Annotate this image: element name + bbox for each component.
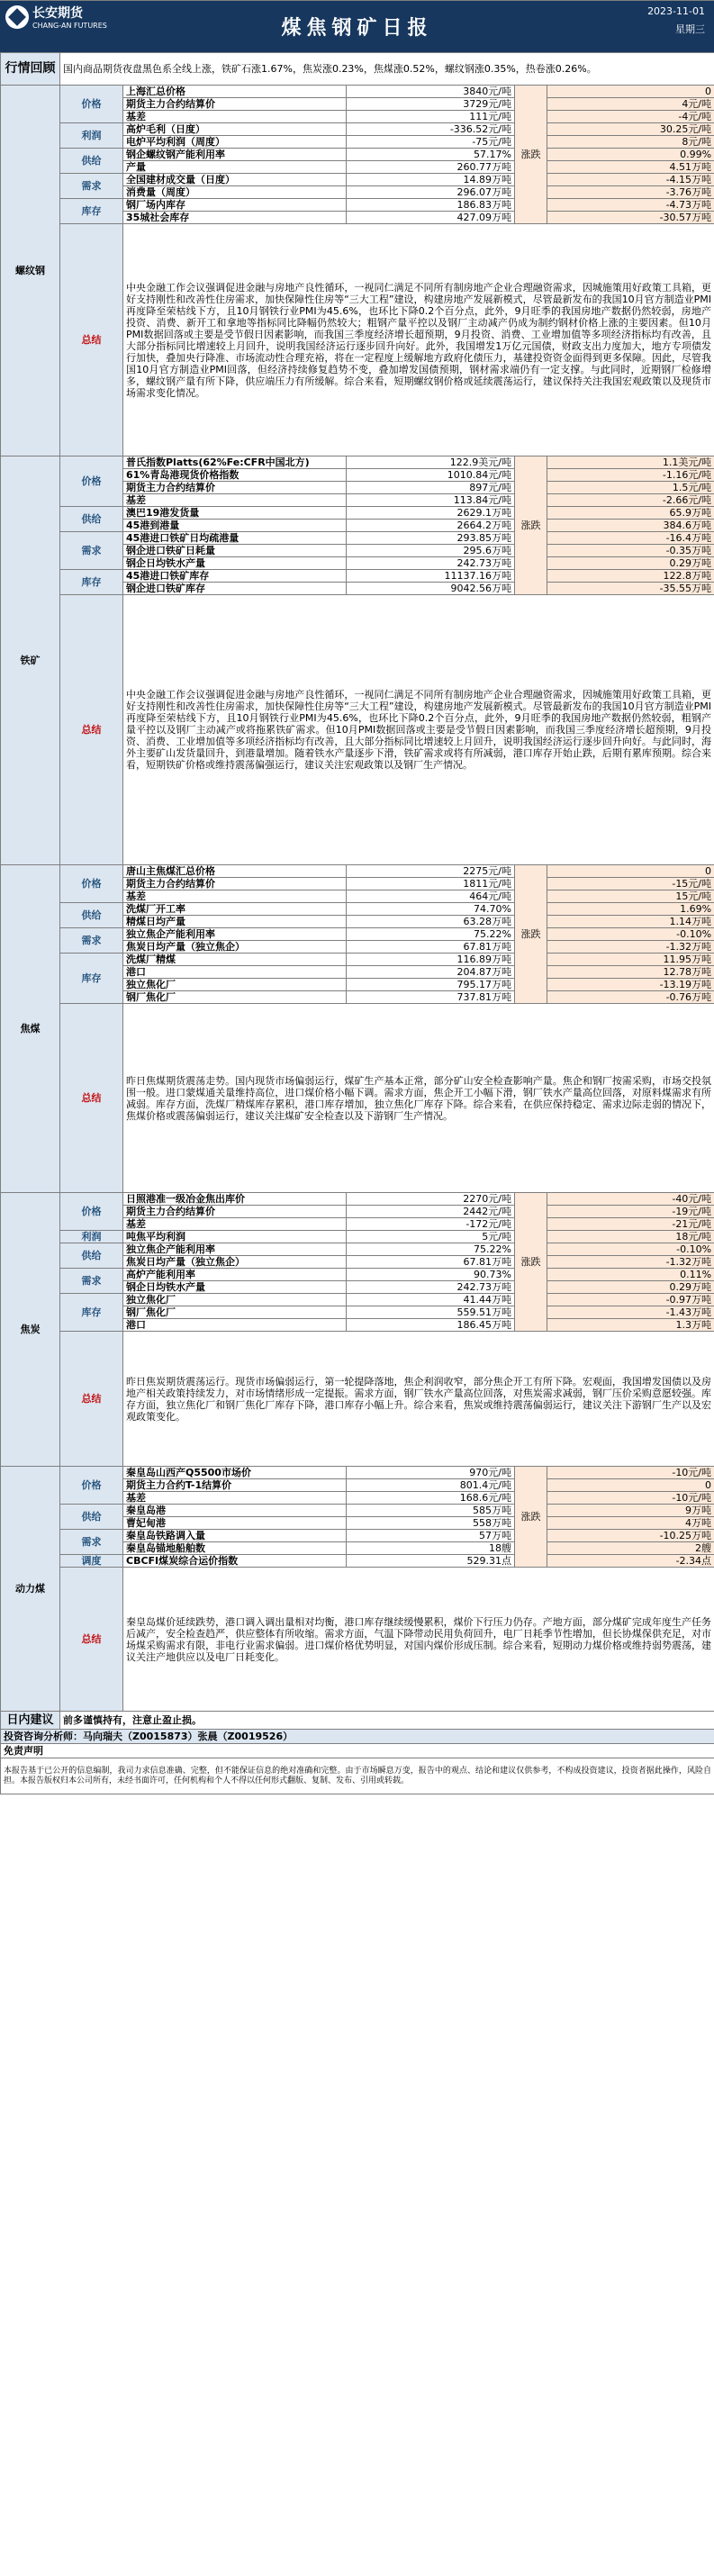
metric-value: 529.31点 — [347, 1555, 515, 1568]
metric-value: 737.81万吨 — [347, 991, 515, 1004]
metric-value: -75元/吨 — [347, 136, 515, 149]
change-label: 涨跌 — [515, 1467, 547, 1568]
group-label: 需求 — [60, 1530, 123, 1555]
metric-value: 296.07万吨 — [347, 186, 515, 199]
metric-value: 970元/吨 — [347, 1467, 515, 1479]
summary-text: 中央金融工作会议强调促进金融与房地产良性循环，一视同仁满足不同所有制房地产企业合理融资需求，因城施策用好政策工具箱，更好支持刚性和改善性住房需求，加快保障性住房等“三大工程”建设，构建房地产发展新模式，尽管最新发布的我国10月官方制造业PMI再度降至荣枯线下方，且10月钢铁行业PMI为45.6%，也环比下降0.2个百分点，此外，9月旺季的我国房地产数据仍然较弱，房地产投资、消费、新开工和拿地等指标同比降幅仍然较大；粗钢产量平控以及钢厂主动减产仍成为制约钢材价格上涨的主要因素。但10月PMI数据回落或主要是受节假日因素影响，而我国三季度经济增长超预期，9月投资、消费、工业增加值等多项经济指标均有改善，且大部分指标同比增速较上月回升，说明我国经济运行逐步回升向好。此外，我国增发1万亿元国债，财政支出力度加大，地方专项债发行加快，叠加央行降准、市场流动性合理充裕，将在一定程度上缓解地方政府化债压力，基建投资资金面得到更多保障。因此，尽管我国10月官方制造业PMI回落，但经济持续修复趋势不变，叠加增发国债预期，钢材需求端仍有一定支撑。与此同时，近期钢厂检修增多，螺纹钢产量有所下降，供应端压力有所缓解。综合来看，短期螺纹钢价格或延续震荡运行，建议保持关注我国宏观政策以及现货市场需求变化情况。 — [123, 224, 714, 456]
metric-change: -0.10% — [547, 928, 714, 941]
metric-change: 0.11% — [547, 1269, 714, 1281]
data-row — [1, 174, 714, 186]
metric-value: 2629.1万吨 — [347, 507, 515, 520]
section-name: 焦煤 — [1, 865, 60, 1193]
metric-value: 464元/吨 — [347, 890, 515, 903]
metric-change: 4万吨 — [547, 1517, 714, 1530]
metric-name: 洗煤厂开工率 — [123, 903, 347, 916]
metric-change: 1.14万吨 — [547, 916, 714, 928]
metric-name: 曹妃甸港 — [123, 1517, 347, 1530]
metric-name: 期货主力合约结算价 — [123, 1206, 347, 1218]
data-row — [1, 123, 714, 136]
metric-value: 75.22% — [347, 928, 515, 941]
metric-value: 67.81万吨 — [347, 1256, 515, 1269]
metric-value: 186.45万吨 — [347, 1319, 515, 1332]
data-row — [1, 1231, 714, 1243]
metric-change: -1.32万吨 — [547, 1256, 714, 1269]
metric-value: 2270元/吨 — [347, 1193, 515, 1206]
metric-value: 57万吨 — [347, 1530, 515, 1542]
metric-value: -336.52元/吨 — [347, 123, 515, 136]
metric-change: -40元/吨 — [547, 1193, 714, 1206]
group-label: 供给 — [60, 903, 123, 928]
metric-change: 0 — [547, 865, 714, 878]
metric-name: 期货主力合约结算价 — [123, 878, 347, 890]
summary-text: 中央金融工作会议强调促进金融与房地产良性循环，一视同仁满足不同所有制房地产企业合理融资需求，因城施策用好政策工具箱，更好支持刚性和改善性住房需求，加快保障性住房等“三大工程”建设，构建房地产发展新模式。尽管最新发布的我国10月官方制造业PMI再度降至荣枯线下方，且10月钢铁行业PMI为45.6%，也环比下降0.2个百分点，此外，9月旺季的我国房地产数据仍然较弱，粗钢产量平控以及钢厂主动减产或将拖累铁矿需求。但10月PMI数据回落或主要是受节假日因素影响，而我国三季度经济增长超预期，9月投资、消费、工业增加值等多项经济指标均有改善，且大部分指标同比增速较上月回升，说明我国经济运行逐步回升向好。与此同时，海外主要矿山发货量回升，到港量增加。随着铁水产量逐步下滑，铁矿需求或将有所减弱，港口库存开始止跌，后期有累库预期。综合来看，短期铁矿价格或维持震荡偏强运行，建议关注宏观政策以及钢厂生产情况。 — [123, 595, 714, 865]
metric-name: CBCFI煤炭综合运价指数 — [123, 1555, 347, 1568]
data-row — [1, 1555, 714, 1568]
metric-change: -0.35万吨 — [547, 545, 714, 557]
data-row — [1, 199, 714, 212]
metric-change: 122.8万吨 — [547, 570, 714, 583]
metric-name: 高炉产能利用率 — [123, 1269, 347, 1281]
metric-value: -172元/吨 — [347, 1218, 515, 1231]
metric-name: 普氏指数Platts(62%Fe:CFR中国北方) — [123, 456, 347, 469]
daily-advice-text: 前多谨慎持有，注意止盈止损。 — [60, 1712, 714, 1730]
section-name: 焦炭 — [1, 1193, 60, 1467]
metric-change: 1.5元/吨 — [547, 482, 714, 494]
metric-value: 295.6万吨 — [347, 545, 515, 557]
summary-label: 总结 — [60, 1332, 123, 1467]
metric-change: -2.34点 — [547, 1555, 714, 1568]
company-name: 长安期货 — [32, 6, 83, 21]
metric-change: -1.43万吨 — [547, 1306, 714, 1319]
metric-name: 钢厂焦化厂 — [123, 1306, 347, 1319]
metric-change: 9万吨 — [547, 1505, 714, 1517]
metric-value: 63.28万吨 — [347, 916, 515, 928]
metric-value: 5元/吨 — [347, 1231, 515, 1243]
metric-change: 65.9万吨 — [547, 507, 714, 520]
metric-name: 产量 — [123, 161, 347, 174]
group-label: 调度 — [60, 1555, 123, 1568]
summary-label: 总结 — [60, 1568, 123, 1712]
group-label: 供给 — [60, 507, 123, 532]
metric-change: -0.97万吨 — [547, 1294, 714, 1306]
metric-change: -4.15万吨 — [547, 174, 714, 186]
metric-value: 2442元/吨 — [347, 1206, 515, 1218]
metric-name: 消费量（周度） — [123, 186, 347, 199]
metric-value: 57.17% — [347, 149, 515, 161]
data-row — [1, 1269, 714, 1281]
disclaimer-text: 本报告基于已公开的信息编制，我司力求信息准确、完整，但不能保证信息的绝对准确和完整。由于市场瞬息万变，报告中的观点、结论和建议仅供参考，不构成投资建议，投资者据此操作，风险自担。本报告版权归本公司所有，未经书面许可，任何机构和个人不得以任何形式翻版、复制、发布、引用或转载。 — [1, 1758, 714, 1794]
overview-label: 行情回顾 — [1, 53, 60, 86]
metric-name: 精煤日均产量 — [123, 916, 347, 928]
metric-name: 秦皇岛锚地船舶数 — [123, 1542, 347, 1555]
metric-change: -4.73万吨 — [547, 199, 714, 212]
metric-change: 1.69% — [547, 903, 714, 916]
metric-name: 独立焦化厂 — [123, 1294, 347, 1306]
data-row — [1, 928, 714, 941]
metric-value: 186.83万吨 — [347, 199, 515, 212]
section-name: 动力煤 — [1, 1467, 60, 1712]
metric-value: 801.4元/吨 — [347, 1479, 515, 1492]
metric-name: 焦炭日均产量（独立焦企） — [123, 941, 347, 954]
metric-value: 74.70% — [347, 903, 515, 916]
metric-value: 116.89万吨 — [347, 954, 515, 966]
data-row — [1, 149, 714, 161]
metric-change: -3.76万吨 — [547, 186, 714, 199]
metric-change: -19元/吨 — [547, 1206, 714, 1218]
metric-name: 45港到港量 — [123, 520, 347, 532]
metric-name: 独立焦企产能利用率 — [123, 928, 347, 941]
group-label: 利润 — [60, 1231, 123, 1243]
report-weekday: 星期三 — [675, 23, 705, 35]
metric-change: -15元/吨 — [547, 878, 714, 890]
metric-value: 122.9美元/吨 — [347, 456, 515, 469]
analysts: 投资咨询分析师：马向瑞夫（Z0015873）张晨（Z0019526） — [1, 1730, 714, 1744]
metric-change: 1.3万吨 — [547, 1319, 714, 1332]
metric-value: 585万吨 — [347, 1505, 515, 1517]
metric-name: 期货主力合约T-1结算价 — [123, 1479, 347, 1492]
data-row — [1, 86, 714, 98]
report-table — [0, 52, 714, 1794]
group-label: 供给 — [60, 1505, 123, 1530]
metric-change: 30.25元/吨 — [547, 123, 714, 136]
metric-name: 港口 — [123, 1319, 347, 1332]
metric-name: 61%青岛港现货价格指数 — [123, 469, 347, 482]
metric-value: 559.51万吨 — [347, 1306, 515, 1319]
daily-advice-label: 日内建议 — [1, 1712, 60, 1730]
data-row — [1, 865, 714, 878]
report-title: 煤焦钢矿日报 — [281, 17, 433, 40]
metric-change: -1.16元/吨 — [547, 469, 714, 482]
metric-change: 1.1美元/吨 — [547, 456, 714, 469]
change-label: 涨跌 — [515, 86, 547, 224]
company-name-en: CHANG-AN FUTURES — [32, 22, 107, 30]
data-row — [1, 903, 714, 916]
section-name: 螺纹钢 — [1, 86, 60, 456]
summary-text: 昨日焦煤期货震荡走势。国内现货市场偏弱运行，煤矿生产基本正常，部分矿山安全检查影响产量。焦企和钢厂按需采购，市场交投氛围一般。进口蒙煤通关量维持高位，进口煤价格小幅下调。需求方面，焦企开工小幅下滑，钢厂铁水产量高位回落，对原料煤需求有所减弱。库存方面，洗煤厂精煤库存累积，港口库存增加，独立焦化厂库存下降。综合来看，在供应保持稳定、需求边际走弱的情况下，焦煤价格或震荡偏弱运行，建议关注煤矿安全检查以及下游钢厂生产情况。 — [123, 1004, 714, 1193]
metric-change: 0.29万吨 — [547, 1281, 714, 1294]
data-row — [1, 570, 714, 583]
metric-name: 钢企日均铁水产量 — [123, 1281, 347, 1294]
data-row — [1, 456, 714, 469]
metric-value: 3840元/吨 — [347, 86, 515, 98]
data-row — [1, 532, 714, 545]
data-row — [1, 507, 714, 520]
metric-change: 18元/吨 — [547, 1231, 714, 1243]
metric-value: 75.22% — [347, 1243, 515, 1256]
metric-change: -0.76万吨 — [547, 991, 714, 1004]
group-label: 供给 — [60, 1243, 123, 1269]
metric-change: -10.25万吨 — [547, 1530, 714, 1542]
metric-value: 113.84元/吨 — [347, 494, 515, 507]
metric-name: 钢厂焦化厂 — [123, 991, 347, 1004]
group-label: 供给 — [60, 149, 123, 174]
metric-value: 795.17万吨 — [347, 979, 515, 991]
metric-change: 12.78万吨 — [547, 966, 714, 979]
change-label: 涨跌 — [515, 865, 547, 1004]
report-date: 2023-11-01 — [647, 5, 705, 17]
metric-name: 钢企进口铁矿库存 — [123, 583, 347, 595]
metric-name: 钢企进口铁矿日耗量 — [123, 545, 347, 557]
data-row — [1, 1294, 714, 1306]
metric-name: 洗煤厂精煤 — [123, 954, 347, 966]
metric-name: 钢企日均铁水产量 — [123, 557, 347, 570]
group-label: 库存 — [60, 570, 123, 595]
metric-name: 秦皇岛港 — [123, 1505, 347, 1517]
metric-value: 427.09万吨 — [347, 212, 515, 224]
metric-value: 11137.16万吨 — [347, 570, 515, 583]
metric-name: 秦皇岛铁路调入量 — [123, 1530, 347, 1542]
metric-name: 期货主力合约结算价 — [123, 98, 347, 111]
disclaimer-title: 免责声明 — [1, 1744, 714, 1758]
metric-name: 唐山主焦煤汇总价格 — [123, 865, 347, 878]
data-row — [1, 1193, 714, 1206]
report-footer — [0, 0, 714, 1]
group-label: 价格 — [60, 86, 123, 123]
metric-value: 558万吨 — [347, 1517, 515, 1530]
metric-name: 基差 — [123, 494, 347, 507]
summary-text: 昨日焦炭期货震荡运行。现货市场偏弱运行，第一轮提降落地，焦企利润收窄，部分焦企开工有所下降。宏观面，我国增发国债以及房地产相关政策持续发力，对市场情绪形成一定提振。需求方面，钢厂铁水产量高位回落，对焦炭需求减弱，钢厂压价采购意愿较强。库存方面，独立焦化厂和钢厂焦化厂库存下降，港口库存小幅上升。综合来看，焦炭或维持震荡偏弱运行，建议关注下游钢厂生产以及宏观政策变化。 — [123, 1332, 714, 1467]
metric-value: 9042.56万吨 — [347, 583, 515, 595]
metric-change: 4.51万吨 — [547, 161, 714, 174]
metric-change: -30.57万吨 — [547, 212, 714, 224]
metric-value: 111元/吨 — [347, 111, 515, 123]
metric-change: -13.19万吨 — [547, 979, 714, 991]
metric-name: 焦炭日均产量（独立焦企） — [123, 1256, 347, 1269]
group-label: 利润 — [60, 123, 123, 149]
summary-label: 总结 — [60, 595, 123, 865]
metric-name: 全国建材成交量（日度） — [123, 174, 347, 186]
group-label: 价格 — [60, 865, 123, 903]
metric-name: 上海汇总价格 — [123, 86, 347, 98]
group-label: 需求 — [60, 928, 123, 954]
metric-change: 4元/吨 — [547, 98, 714, 111]
metric-value: 1010.84元/吨 — [347, 469, 515, 482]
group-label: 库存 — [60, 954, 123, 1004]
metric-name: 45港进口铁矿日均疏港量 — [123, 532, 347, 545]
metric-value: 242.73万吨 — [347, 1281, 515, 1294]
metric-value: 1811元/吨 — [347, 878, 515, 890]
metric-name: 日照港准一级冶金焦出库价 — [123, 1193, 347, 1206]
metric-value: 3729元/吨 — [347, 98, 515, 111]
metric-name: 独立焦企产能利用率 — [123, 1243, 347, 1256]
data-row — [1, 1505, 714, 1517]
metric-value: 897元/吨 — [347, 482, 515, 494]
metric-value: 90.73% — [347, 1269, 515, 1281]
metric-value: 293.85万吨 — [347, 532, 515, 545]
metric-change: -35.55万吨 — [547, 583, 714, 595]
section-name: 铁矿 — [1, 456, 60, 865]
metric-name: 期货主力合约结算价 — [123, 482, 347, 494]
metric-name: 电炉平均利润（周度） — [123, 136, 347, 149]
metric-change: 8元/吨 — [547, 136, 714, 149]
metric-change: 11.95万吨 — [547, 954, 714, 966]
metric-name: 35城社会库存 — [123, 212, 347, 224]
metric-name: 港口 — [123, 966, 347, 979]
metric-value: 260.77万吨 — [347, 161, 515, 174]
metric-change: 2艘 — [547, 1542, 714, 1555]
summary-label: 总结 — [60, 1004, 123, 1193]
metric-change: -21元/吨 — [547, 1218, 714, 1231]
change-label: 涨跌 — [515, 456, 547, 595]
overview-text: 国内商品期货夜盘黑色系全线上涨，铁矿石涨1.67%，焦炭涨0.23%，焦煤涨0.52%，螺纹钢涨0.35%，热卷涨0.26%。 — [60, 53, 714, 86]
metric-value: 18艘 — [347, 1542, 515, 1555]
metric-name: 独立焦化厂 — [123, 979, 347, 991]
metric-change: -4元/吨 — [547, 111, 714, 123]
group-label: 需求 — [60, 532, 123, 570]
metric-value: 2664.2万吨 — [347, 520, 515, 532]
summary-text: 秦皇岛煤价延续跌势，港口调入调出量相对均衡，港口库存继续缓慢累积，煤价下行压力仍存。产地方面，部分煤矿完成年度生产任务后减产，安全检查趋严，供应整体有所收缩。需求方面，气温下降带动民用负荷回升，电厂日耗季节性增加，但长协煤保供充足，对市场煤采购需求有限，非电行业需求偏弱。进口煤价格优势明显，对国内煤价形成压制。综合来看，短期动力煤价格或维持弱势震荡，建议关注产地供应以及电厂日耗变化。 — [123, 1568, 714, 1712]
metric-change: -10元/吨 — [547, 1467, 714, 1479]
metric-value: 168.6元/吨 — [347, 1492, 515, 1505]
group-label: 价格 — [60, 1467, 123, 1505]
metric-name: 45港进口铁矿库存 — [123, 570, 347, 583]
metric-change: 0.99% — [547, 149, 714, 161]
metric-change: -1.32万吨 — [547, 941, 714, 954]
group-label: 需求 — [60, 174, 123, 199]
data-row — [1, 1467, 714, 1479]
metric-change: 0.29万吨 — [547, 557, 714, 570]
metric-change: -2.66元/吨 — [547, 494, 714, 507]
metric-name: 高炉毛利（日度） — [123, 123, 347, 136]
metric-name: 基差 — [123, 1492, 347, 1505]
metric-name: 吨焦平均利润 — [123, 1231, 347, 1243]
metric-name: 澳巴19港发货量 — [123, 507, 347, 520]
metric-value: 41.44万吨 — [347, 1294, 515, 1306]
data-row — [1, 1530, 714, 1542]
metric-value: 2275元/吨 — [347, 865, 515, 878]
metric-name: 基差 — [123, 890, 347, 903]
data-row — [1, 1243, 714, 1256]
metric-change: 15元/吨 — [547, 890, 714, 903]
group-label: 库存 — [60, 1294, 123, 1332]
metric-change: -0.10% — [547, 1243, 714, 1256]
group-label: 价格 — [60, 456, 123, 507]
summary-label: 总结 — [60, 224, 123, 456]
metric-value: 14.89万吨 — [347, 174, 515, 186]
metric-name: 基差 — [123, 111, 347, 123]
report-header — [0, 0, 714, 52]
metric-change: -16.4万吨 — [547, 532, 714, 545]
group-label: 价格 — [60, 1193, 123, 1231]
group-label: 需求 — [60, 1269, 123, 1294]
metric-name: 基差 — [123, 1218, 347, 1231]
metric-name: 秦皇岛山西产Q5500市场价 — [123, 1467, 347, 1479]
change-label: 涨跌 — [515, 1193, 547, 1332]
data-row — [1, 954, 714, 966]
metric-value: 204.87万吨 — [347, 966, 515, 979]
metric-value: 242.73万吨 — [347, 557, 515, 570]
metric-change: 0 — [547, 86, 714, 98]
metric-change: -10元/吨 — [547, 1492, 714, 1505]
metric-change: 0 — [547, 1479, 714, 1492]
metric-name: 钢企螺纹钢产能利用率 — [123, 149, 347, 161]
metric-name: 钢厂场内库存 — [123, 199, 347, 212]
metric-change: 384.6万吨 — [547, 520, 714, 532]
metric-value: 67.81万吨 — [347, 941, 515, 954]
group-label: 库存 — [60, 199, 123, 224]
